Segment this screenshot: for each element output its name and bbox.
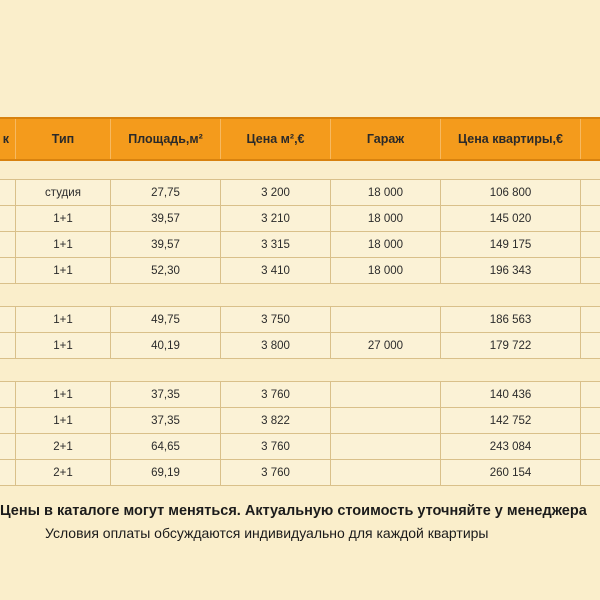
cell-overflow (580, 434, 600, 459)
cell-type: 1+1 (15, 232, 110, 257)
table-row (0, 180, 600, 206)
cell-area: 27,75 (110, 180, 220, 205)
cell-garage: 18 000 (330, 206, 440, 231)
cell-area: 40,19 (110, 333, 220, 358)
cell-area: 69,19 (110, 460, 220, 485)
cell-type: 2+1 (15, 460, 110, 485)
cell-apartment-price: 186 563 (440, 307, 580, 332)
cell-type: 1+1 (15, 206, 110, 231)
header-cell-area: Площадь,м² (110, 119, 220, 159)
cell-garage (330, 434, 440, 459)
cell-overflow (580, 258, 600, 283)
cell-overflow (580, 206, 600, 231)
cell-type: 1+1 (15, 333, 110, 358)
group-separator (0, 161, 600, 180)
header-cell-partial: к (2, 132, 9, 146)
cell-partial (0, 180, 15, 205)
price-table (0, 117, 600, 486)
header-cell-price-m2: Цена м²,€ (220, 119, 330, 159)
cell-partial (0, 307, 15, 332)
cell-garage (330, 382, 440, 407)
table-row (0, 307, 600, 333)
cell-price-m2: 3 760 (220, 460, 330, 485)
table-row (0, 232, 600, 258)
cell-price-m2: 3 210 (220, 206, 330, 231)
table-row (0, 408, 600, 434)
cell-garage: 27 000 (330, 333, 440, 358)
cell-price-m2: 3 800 (220, 333, 330, 358)
group-separator (0, 359, 600, 382)
cell-overflow (580, 333, 600, 358)
cell-area: 64,65 (110, 434, 220, 459)
cell-apartment-price: 243 084 (440, 434, 580, 459)
cell-overflow (580, 307, 600, 332)
cell-price-m2: 3 750 (220, 307, 330, 332)
table-row (0, 434, 600, 460)
cell-apartment-price: 149 175 (440, 232, 580, 257)
cell-apartment-price: 260 154 (440, 460, 580, 485)
cell-type: 1+1 (15, 258, 110, 283)
cell-partial (0, 434, 15, 459)
cell-area: 37,35 (110, 408, 220, 433)
cell-partial (0, 333, 15, 358)
cell-price-m2: 3 315 (220, 232, 330, 257)
cell-partial (0, 460, 15, 485)
cell-overflow (580, 180, 600, 205)
cell-price-m2: 3 410 (220, 258, 330, 283)
cell-area: 52,30 (110, 258, 220, 283)
cell-partial (0, 232, 15, 257)
cell-garage: 18 000 (330, 232, 440, 257)
cell-overflow (580, 232, 600, 257)
cell-partial (0, 408, 15, 433)
cell-apartment-price: 196 343 (440, 258, 580, 283)
cell-apartment-price: 179 722 (440, 333, 580, 358)
cell-area: 39,57 (110, 206, 220, 231)
cell-area: 39,57 (110, 232, 220, 257)
cell-overflow (580, 460, 600, 485)
footer-price-disclaimer: Цены в каталоге могут меняться. Актуальную стоимость уточняйте у менеджера (0, 503, 587, 519)
header-cell-garage: Гараж (330, 119, 440, 159)
table-row (0, 258, 600, 284)
cell-type: студия (15, 180, 110, 205)
cell-garage: 18 000 (330, 258, 440, 283)
table-header (0, 117, 600, 161)
cell-overflow (580, 382, 600, 407)
header-cell-type: Тип (15, 119, 110, 159)
cell-area: 49,75 (110, 307, 220, 332)
table-row (0, 206, 600, 232)
group-separator (0, 284, 600, 307)
cell-garage: 18 000 (330, 180, 440, 205)
table-row (0, 333, 600, 359)
cell-garage (330, 408, 440, 433)
table-row (0, 460, 600, 486)
cell-garage (330, 460, 440, 485)
cell-apartment-price: 145 020 (440, 206, 580, 231)
cell-area: 37,35 (110, 382, 220, 407)
cell-apartment-price: 106 800 (440, 180, 580, 205)
footer-payment-note: Условия оплаты обсуждаются индивидуально для каждой квартиры (45, 525, 489, 541)
cell-type: 1+1 (15, 382, 110, 407)
cell-price-m2: 3 822 (220, 408, 330, 433)
cell-partial (0, 206, 15, 231)
cell-type: 1+1 (15, 408, 110, 433)
table-body (0, 161, 600, 486)
cell-partial (0, 382, 15, 407)
cell-price-m2: 3 760 (220, 382, 330, 407)
cell-type: 2+1 (15, 434, 110, 459)
cell-garage (330, 307, 440, 332)
cell-overflow (580, 408, 600, 433)
cell-apartment-price: 140 436 (440, 382, 580, 407)
cell-type: 1+1 (15, 307, 110, 332)
header-cell-overflow (580, 119, 600, 159)
cell-apartment-price: 142 752 (440, 408, 580, 433)
table-row (0, 382, 600, 408)
header-cell-apartment-price: Цена квартиры,€ (440, 119, 580, 159)
cell-price-m2: 3 200 (220, 180, 330, 205)
cell-price-m2: 3 760 (220, 434, 330, 459)
cell-partial (0, 258, 15, 283)
